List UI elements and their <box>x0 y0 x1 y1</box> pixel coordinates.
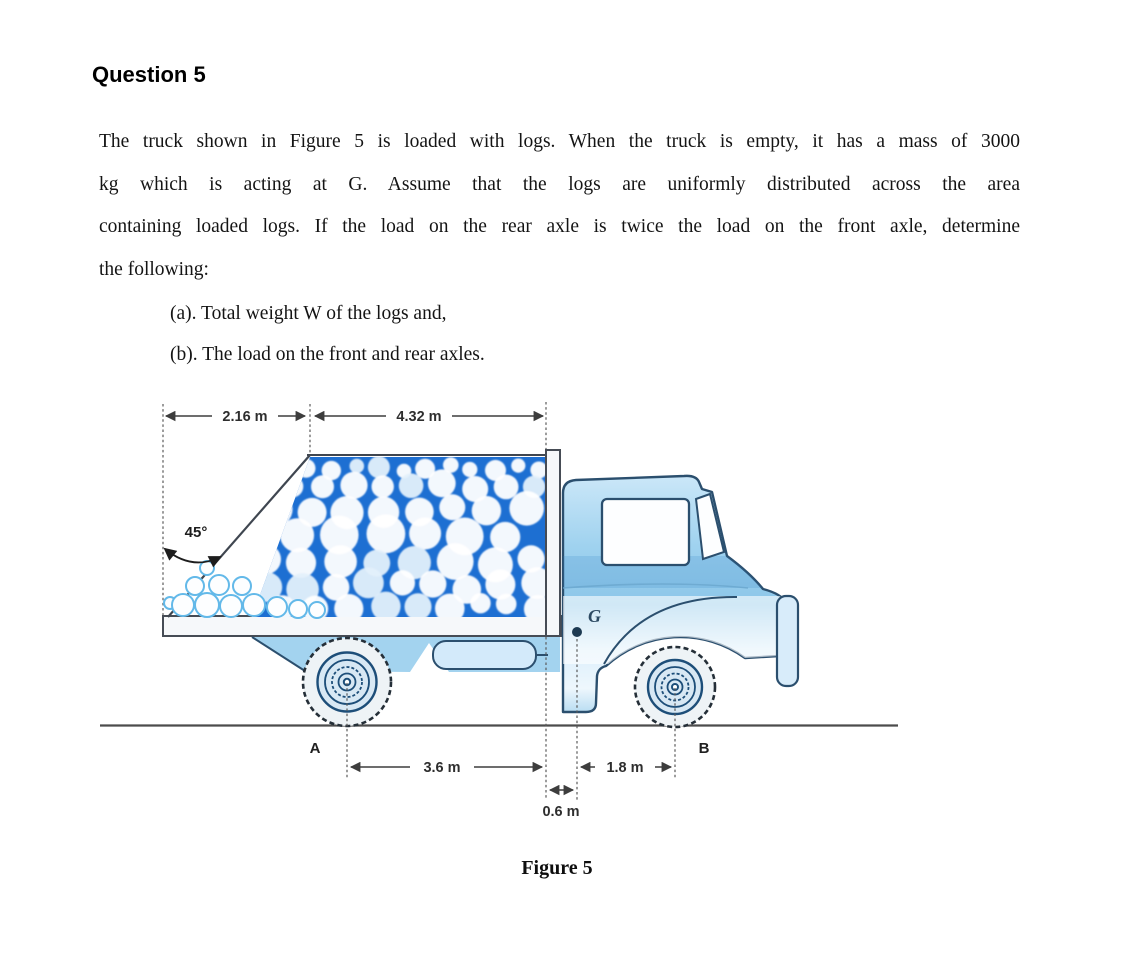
dimension-label-overhang: 2.16 m <box>222 409 268 425</box>
point-label-A: A <box>309 740 321 757</box>
bottom-dimensions <box>351 756 671 820</box>
slope-angle <box>165 524 220 562</box>
front-bumper <box>777 596 798 686</box>
question-heading: Question 5 <box>92 62 206 87</box>
truck-chassis <box>252 637 560 672</box>
headboard <box>546 450 560 636</box>
fuel-tank <box>433 641 536 669</box>
point-label-G: G <box>588 606 601 626</box>
angle-label: 45° <box>184 524 208 541</box>
top-dimensions <box>166 405 543 426</box>
paragraph-line: containing loaded logs. If the load on the rear axle is twice the load on the front axle, determine <box>99 216 1020 238</box>
dimension-label-rear: 3.6 m <box>423 760 461 776</box>
paragraph-line: The truck shown in Figure 5 is loaded with logs. When the truck is empty, it has a mass of 3000 <box>99 131 1020 152</box>
dimension-label-front: 1.8 m <box>606 760 644 776</box>
dimension-label-bed-top: 4.32 m <box>396 409 442 425</box>
paragraph-line: the following: <box>99 258 209 280</box>
rear-wheel <box>303 638 391 726</box>
problem-statement <box>99 121 1020 291</box>
sub-question-a: (a). Total weight W of the logs and, <box>170 303 447 324</box>
paragraph-line: kg which is acting at G. Assume that the logs are uniformly distributed across the area <box>99 173 1020 195</box>
log-pile <box>164 455 553 623</box>
dimension-label-gap: 0.6 m <box>542 804 580 820</box>
truck-bed <box>163 616 561 636</box>
door-window <box>602 499 689 565</box>
point-label-B: B <box>698 740 710 757</box>
figure-5-illustration <box>90 395 970 900</box>
figure-caption: Figure 5 <box>521 857 593 879</box>
sub-questions <box>170 303 870 385</box>
sub-question-b: (b). The load on the front and rear axles. <box>170 344 485 365</box>
